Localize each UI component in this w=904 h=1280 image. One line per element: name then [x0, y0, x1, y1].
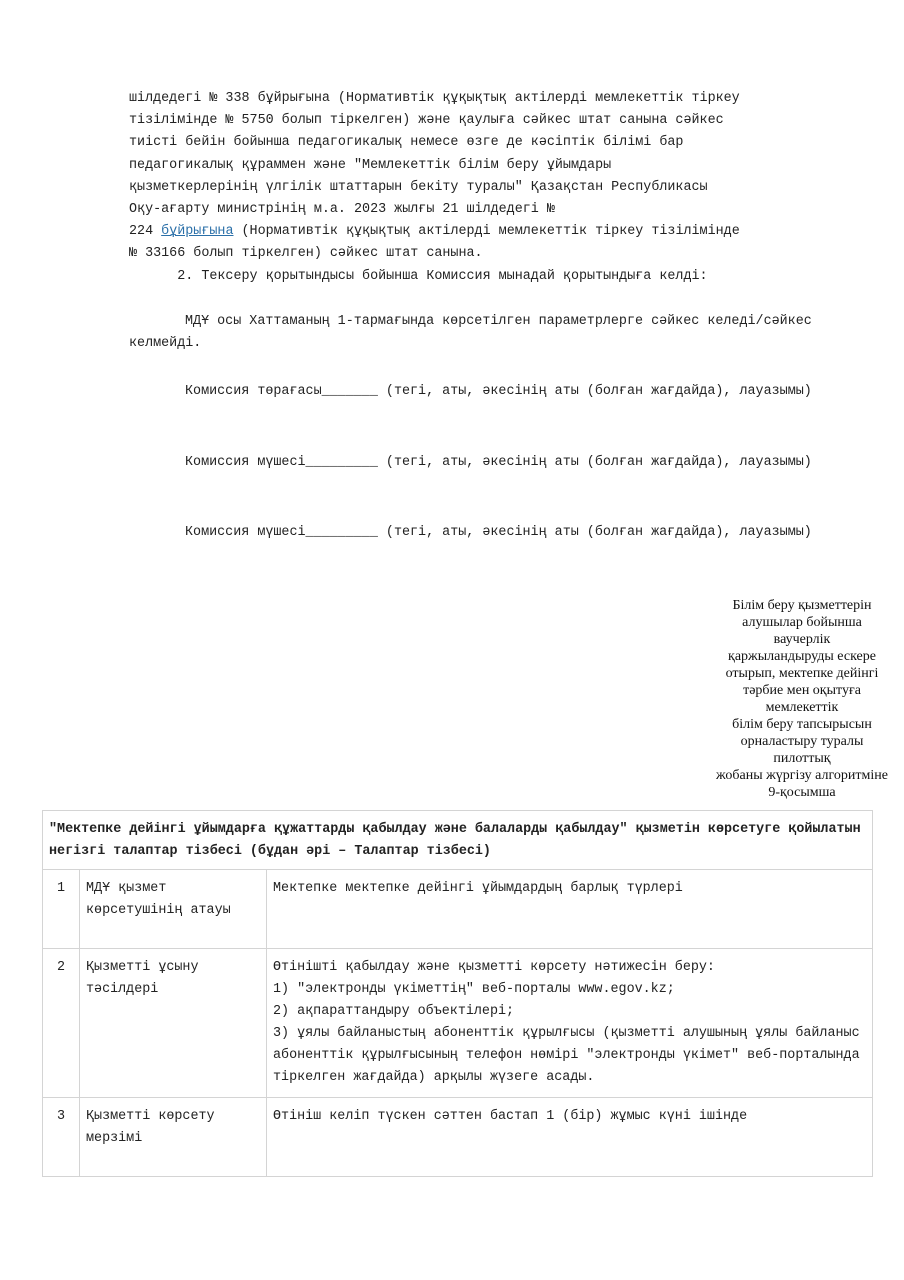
signature-role: Комиссия мүшесі_________ — [185, 525, 378, 540]
annex-line: қаржыландыруды ескере — [728, 649, 876, 664]
annex-line: ваучерлік — [773, 632, 831, 647]
text-line: педагогикалық құраммен және "Мемлекеттік білім беру ұйымдары — [129, 157, 612, 173]
conclusion-text: МДҰ осы Хаттаманың 1-тармағында көрсетілген параметрлерге сәйкес келеді/сәйкес келмейді. — [129, 314, 812, 352]
signature-member-1 — [129, 452, 849, 474]
signature-role: Комиссия төрағасы_______ — [185, 384, 378, 399]
order-link[interactable]: бұйрығына — [161, 224, 234, 240]
table-title-row — [43, 811, 873, 870]
value-line: 1) "электронды үкіметтің" веб-порталы www.egov.kz; — [273, 982, 675, 997]
requirements-table — [42, 810, 873, 1177]
text-fragment: 224 — [129, 224, 162, 240]
annex-line: отырып, мектепке дейінгі — [725, 666, 879, 681]
value-line: Өтінішті қабылдау және қызметті көрсету нәтижесін беру: — [273, 960, 715, 975]
row-label: Қызметті көрсету мерзімі — [80, 1098, 267, 1177]
row-value — [267, 1098, 873, 1177]
signature-member-2 — [129, 522, 849, 544]
signature-role: Комиссия мүшесі_________ — [185, 455, 378, 470]
annex-line: 9-қосымша — [768, 785, 836, 800]
row-value — [267, 949, 873, 1098]
row-label: Қызметті ұсыну тәсілдері — [80, 949, 267, 1098]
text-line — [129, 221, 849, 243]
row-value — [267, 870, 873, 949]
text-line: қызметкерлерінің үлгілік штаттарын бекіту туралы" Қазақстан Республикасы — [129, 179, 708, 195]
text-line: Оқу-ағарту министрінің м.а. 2023 жылғы 21 шілдедегі № — [129, 202, 555, 218]
value-line: 3) ұялы байланыстың абоненттік құрылғысы (қызметті алушының ұялы байланыс абоненттік құрылғысының телефон нөмірі "электронды үкімет" веб-порталында тіркелген жағдайда) арқылы жүзеге асады. — [273, 1026, 860, 1085]
text-line: шілдедегі № 338 бұйрығына (Нормативтік құқықтық актілерді мемлекеттік тіркеу — [129, 91, 740, 106]
value-line: Өтініш келіп түскен сәттен бастап 1 (бір) жұмыс күні ішінде — [273, 1109, 748, 1124]
signature-detail: (тегі, аты, әкесінің аты (болған жағдайда), лауазымы) — [385, 525, 812, 540]
text-fragment: (Нормативтік құқықтық актілерді мемлекеттік тіркеу тізілімінде — [233, 224, 740, 240]
signature-detail: (тегі, аты, әкесінің аты (болған жағдайда), лауазымы) — [385, 455, 812, 470]
annex-line: мемлекеттік — [765, 700, 839, 715]
document-body-text — [129, 88, 849, 288]
text-line: № 33166 болып тіркелген) сәйкес штат санына. — [129, 246, 483, 262]
annex-line: пилоттық — [773, 751, 831, 766]
annex-line: Білім беру қызметтерін — [732, 598, 872, 613]
row-number: 2 — [43, 949, 80, 1098]
annex-line: алушылар бойынша — [742, 615, 862, 630]
row-label: МДҰ қызмет көрсетушінің атауы — [80, 870, 267, 949]
text-line: 2. Тексеру қорытындысы бойынша Комиссия мынадай қорытындыға келді: — [129, 268, 708, 284]
table-row — [43, 1098, 873, 1177]
table-row — [43, 870, 873, 949]
signature-chairman — [129, 381, 849, 403]
table-title: "Мектепке дейінгі ұйымдарға құжаттарды қабылдау және балаларды қабылдау" қызметін көрсетуге қойылатын негізгі талаптар тізбесі (бұдан әрі – Талаптар тізбесі) — [43, 811, 873, 870]
annex-line: білім беру тапсырысын — [732, 717, 872, 732]
value-line: Мектепке мектепке дейінгі ұйымдардың барлық түрлері — [273, 881, 683, 896]
row-number: 1 — [43, 870, 80, 949]
annex-line: тәрбие мен оқытуға — [743, 683, 861, 698]
row-number: 3 — [43, 1098, 80, 1177]
annex-line: орналастыру туралы — [740, 734, 864, 749]
signature-detail: (тегі, аты, әкесінің аты (болған жағдайда), лауазымы) — [385, 384, 812, 399]
annex-caption — [700, 597, 904, 801]
text-line: тиісті бейін бойынша педагогикалық немесе өзге де кәсіптік білімі бар — [129, 135, 684, 151]
annex-line: жобаны жүргізу алгоритміне — [716, 768, 888, 783]
value-line: 2) ақпараттандыру объектілері; — [273, 1004, 515, 1019]
text-line: тізілімінде № 5750 болып тіркелген) және қаулыға сәйкес штат санына сәйкес — [129, 113, 724, 129]
table-row — [43, 949, 873, 1098]
